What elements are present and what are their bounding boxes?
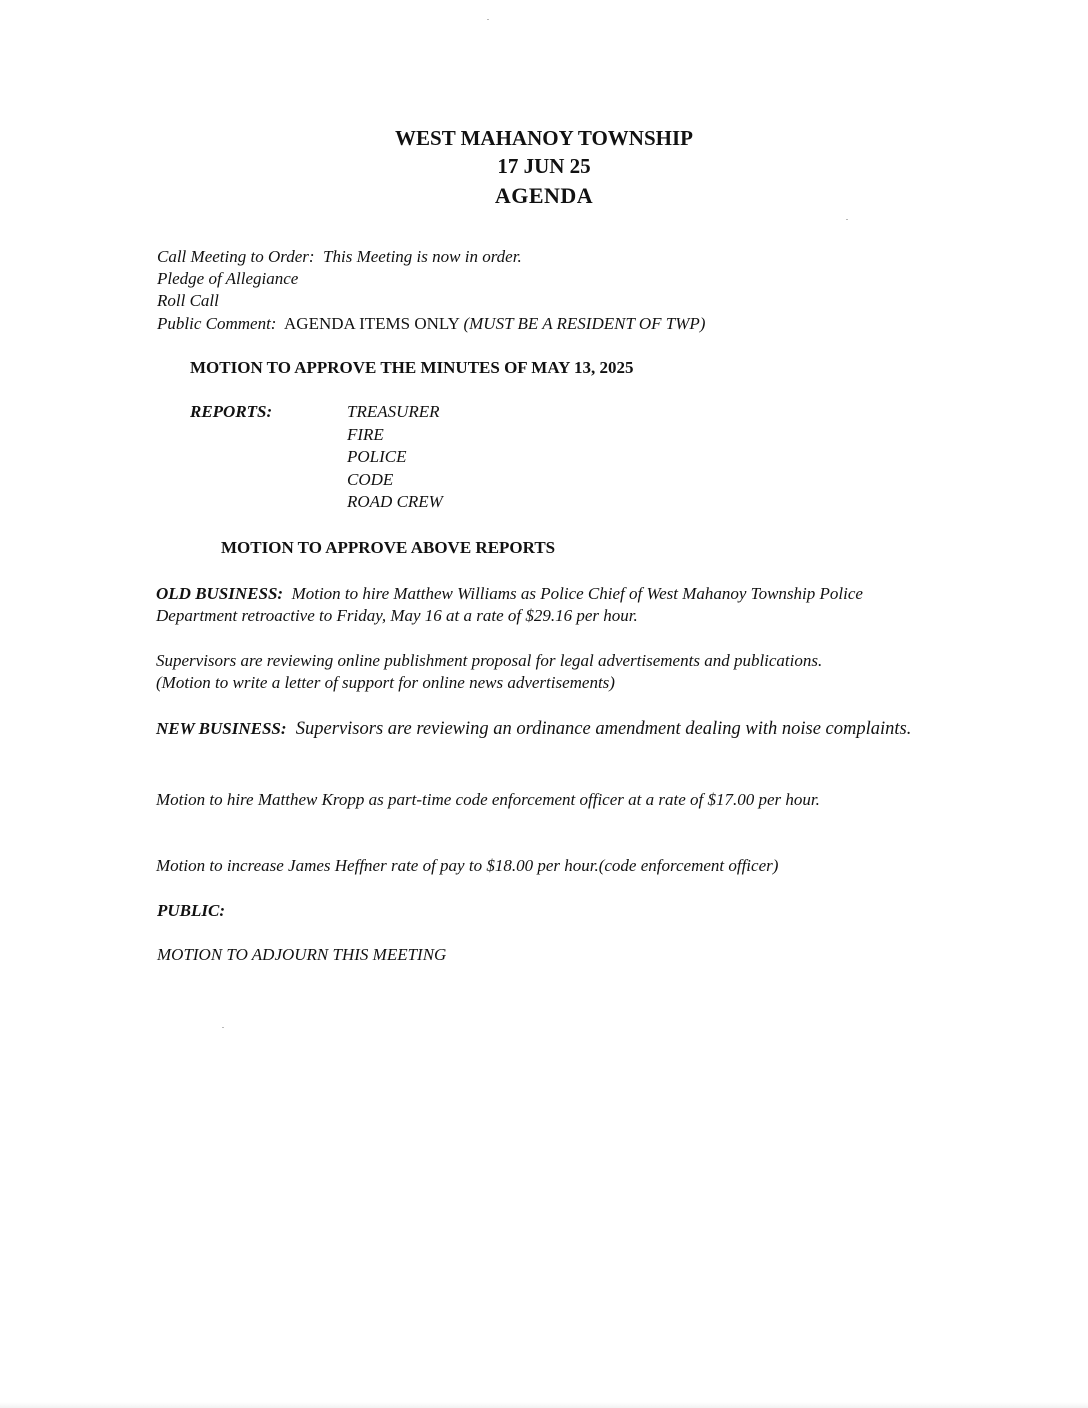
motion-approve-minutes: MOTION TO APPROVE THE MINUTES OF MAY 13, 2025 (190, 358, 634, 377)
public-comment-text: AGENDA ITEMS ONLY (284, 314, 460, 333)
new-business-item-3: Motion to increase James Heffner rate of pay to $18.00 per hour.(code enforcement officer) (156, 856, 779, 875)
new-business-item-1 (156, 717, 916, 741)
old-business-label: OLD BUSINESS: (156, 584, 284, 603)
call-to-order-line (157, 246, 522, 268)
page-bottom-edge (0, 1402, 1088, 1408)
old-business-item-1 (156, 583, 936, 627)
roll-call-line: Roll Call (157, 291, 219, 310)
report-item-fire: FIRE (347, 424, 384, 444)
old-business-item-2: Supervisors are reviewing online publishment proposal for legal advertisements and publications. (Motion to write a letter of support for online news advertisements) (156, 651, 823, 692)
report-item-treasurer: TREASURER (347, 402, 440, 421)
motion-approve-reports: MOTION TO APPROVE ABOVE REPORTS (221, 538, 556, 557)
old-business-item-1-text: Motion to hire Matthew Williams as Police Chief of West Mahanoy Township Police Department retroactive to Friday, May 16 at a rate of $29.16 per hour. (156, 584, 863, 625)
call-to-order-text: This Meeting is now in order. (323, 247, 522, 266)
call-to-order-label: Call Meeting to Order: (157, 247, 315, 266)
new-business-item-1-text: Supervisors are reviewing an ordinance amendment dealing with noise complaints. (295, 719, 912, 739)
scan-speck (222, 1027, 224, 1028)
public-comment-label: Public Comment: (157, 314, 277, 333)
motion-adjourn: MOTION TO ADJOURN THIS MEETING (157, 945, 447, 964)
public-comment-note: (MUST BE A RESIDENT OF TWP) (463, 314, 706, 333)
report-item-police: POLICE (347, 447, 407, 466)
report-item-code: CODE (347, 469, 394, 489)
public-label: PUBLIC: (157, 901, 225, 920)
agenda-heading: AGENDA (494, 183, 594, 208)
scan-speck (846, 219, 848, 220)
scan-speck (487, 19, 489, 20)
township-name: WEST MAHANOY TOWNSHIP (395, 126, 693, 150)
report-item-road-crew: ROAD CREW (347, 492, 443, 511)
new-business-label: NEW BUSINESS: (156, 719, 287, 738)
new-business-item-2: Motion to hire Matthew Kropp as part-time code enforcement officer at a rate of $17.00 per hour. (156, 790, 820, 809)
meeting-date: 17 JUN 25 (497, 154, 591, 178)
pledge-line: Pledge of Allegiance (157, 269, 299, 288)
reports-list (347, 401, 443, 514)
reports-label: REPORTS: (190, 402, 273, 421)
title-block (0, 124, 1088, 212)
public-comment-line (157, 313, 705, 335)
